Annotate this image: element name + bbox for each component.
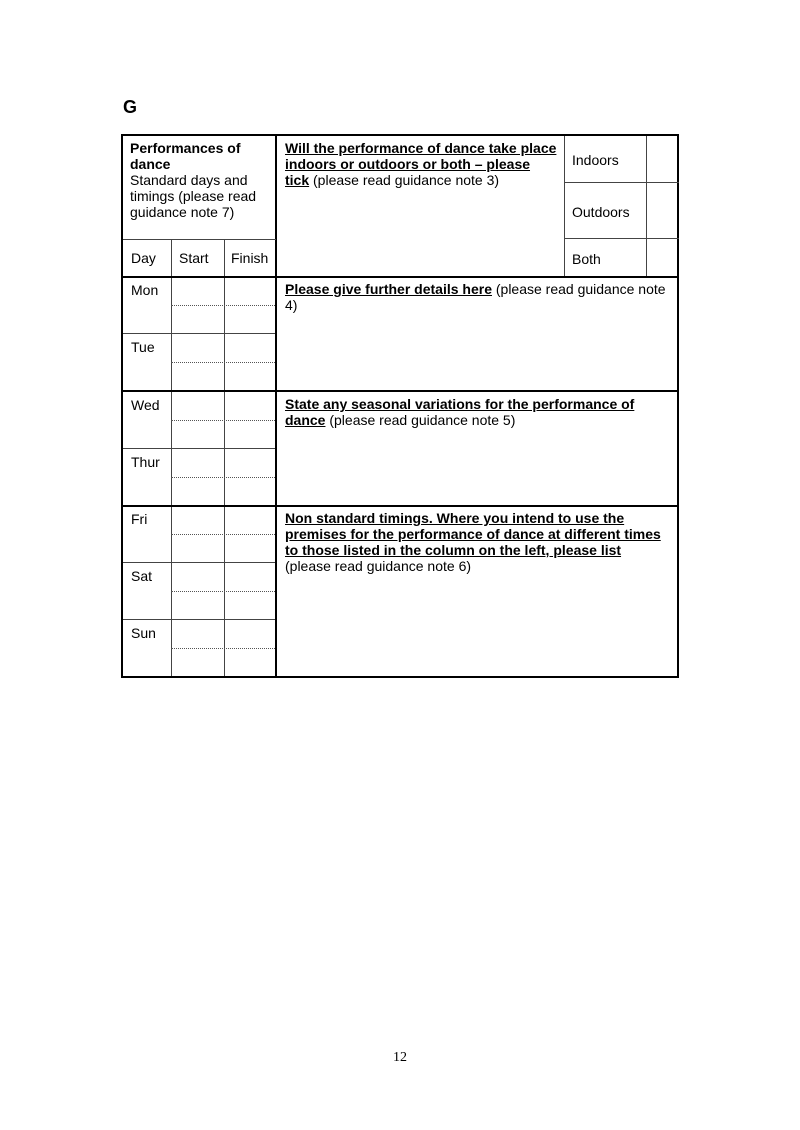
divider-header-bottom [123,276,679,278]
left-header [123,136,276,240]
row-divider [171,305,275,306]
row-divider [123,448,275,449]
row-divider [123,619,275,620]
row-divider [171,420,275,421]
left-header-title-line2: dance [130,156,171,172]
tick-box-outdoors[interactable] [647,182,679,238]
divider-vertical-options [564,136,565,276]
divider-vertical-tickbox [646,136,647,276]
day-label-mon: Mon [131,282,159,298]
option-indoors-label: Indoors [572,152,619,168]
day-label-sat: Sat [131,568,153,584]
seasonal-note: (please read guidance note 5) [325,412,516,428]
non-standard-note: (please read guidance note 6) [285,558,472,574]
left-header-title-line1: Performances of [130,140,241,156]
non-standard-timings-field[interactable] [278,506,679,676]
row-divider [171,648,275,649]
row-divider [123,562,275,563]
seasonal-bold: State any seasonal variations for the performance of dance [285,396,635,428]
row-divider [123,390,275,392]
day-label-tue: Tue [131,339,155,355]
row-divider [171,477,275,478]
mon-start-1[interactable] [173,278,225,306]
option-outdoors-label: Outdoors [572,204,630,220]
further-details-note: (please read guidance note 4) [285,281,666,313]
mon-finish-2[interactable] [225,306,276,334]
day-label-sun: Sun [131,625,156,641]
column-header-day: Day [131,250,156,266]
row-divider [123,505,275,507]
day-label-wed: Wed [131,397,160,413]
divider-right-1 [275,390,679,392]
mon-start-2[interactable] [173,306,225,334]
tick-box-both[interactable] [647,238,679,276]
tick-box-indoors[interactable] [647,136,679,182]
row-divider [171,591,275,592]
seasonal-variations-field[interactable] [278,392,679,505]
further-details-bold: Please give further details here [285,281,492,297]
row-divider [171,534,275,535]
divider-option-2 [564,238,679,239]
section-letter: G [123,97,138,117]
indoors-question-bold: Will the performance of dance take place indoors or outdoors or both – please tick [285,140,557,188]
divider-right-2 [275,505,679,507]
day-label-thur: Thur [131,454,160,470]
non-standard-bold: Non standard timings. Where you intend to use the premises for the performance of dance at different times to those listed in the column on the left, please list [285,510,661,558]
option-both-label: Both [572,251,601,267]
row-divider [171,362,275,363]
dance-performance-form [121,134,679,678]
indoors-question-note: (please read guidance note 3) [309,172,500,188]
indoors-outdoors-question [278,136,564,276]
mon-finish-1[interactable] [225,278,276,306]
column-header-start: Start [179,250,209,266]
divider-option-1 [564,182,679,183]
column-header-finish: Finish [231,250,269,266]
row-divider [123,333,275,334]
divider-vertical-main [275,136,277,676]
day-label-fri: Fri [131,511,148,527]
further-details-field[interactable] [278,277,679,391]
page-number: 12 [393,1050,407,1065]
divider-left-header [123,239,276,240]
left-header-subtitle: Standard days and timings (please read guidance note 7) [130,172,257,220]
